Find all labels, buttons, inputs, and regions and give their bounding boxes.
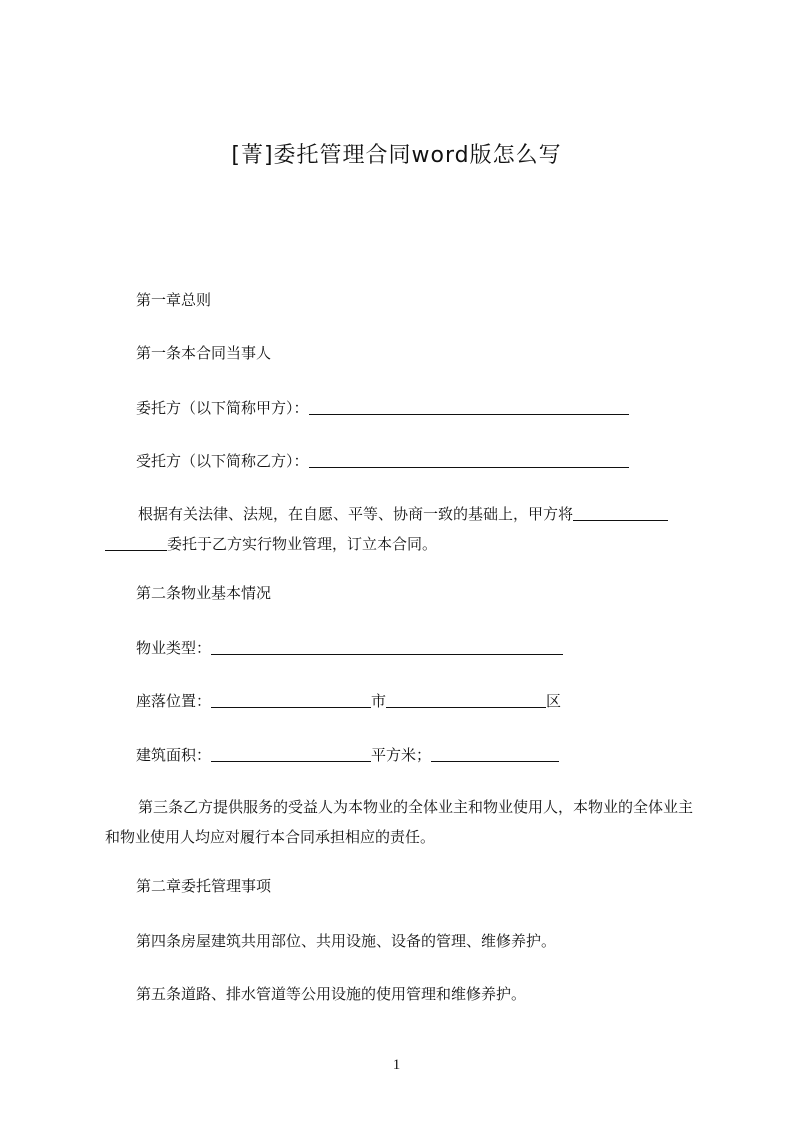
page-number: 1: [392, 1057, 401, 1073]
location-city-blank: [211, 692, 371, 708]
entrust-blank-1: [573, 505, 668, 521]
entrust-paragraph-start: 根据有关法律、法规，在自愿、平等、协商一致的基础上，甲方将: [138, 505, 574, 523]
building-area-blank: [211, 746, 371, 762]
party-a-label: 委托方（以下简称甲方）：: [136, 399, 309, 417]
location-city: 市: [371, 692, 387, 710]
location-line: [136, 691, 561, 711]
location-district: 区: [546, 692, 562, 710]
building-area-label: 建筑面积：: [136, 746, 212, 764]
chapter-2-heading: 第二章委托管理事项: [136, 877, 272, 895]
party-a-line: [136, 398, 629, 418]
building-area-unit: 平方米；: [371, 746, 432, 764]
building-area-line: [136, 745, 559, 765]
property-type-label: 物业类型：: [136, 639, 212, 657]
party-b-blank: [309, 452, 629, 468]
party-b-label: 受托方（以下简称乙方）：: [136, 452, 309, 470]
location-label: 座落位置：: [136, 692, 212, 710]
property-type-blank: [211, 639, 563, 655]
article-5-text: 第五条道路、排水管道等公用设施的使用管理和维修养护。: [136, 985, 527, 1003]
property-type-line: [136, 638, 563, 658]
article-2-heading: 第二条物业基本情况: [136, 584, 272, 602]
entrust-paragraph-end: 委托于乙方实行物业管理，订立本合同。: [167, 535, 438, 553]
article-3-paragraph: 第三条乙方提供服务的受益人为本物业的全体业主和物业使用人，本物业的全体业主和物业使用人均应对履行本合同承担相应的责任。: [105, 798, 694, 846]
building-area-extra-blank: [431, 746, 559, 762]
article-4-text: 第四条房屋建筑共用部位、共用设施、设备的管理、维修养护。: [136, 932, 557, 950]
party-b-line: [136, 451, 629, 471]
entrust-blank-2: [105, 535, 167, 551]
location-district-blank: [386, 692, 546, 708]
entrust-paragraph: [105, 499, 703, 559]
chapter-1-heading: 第一章总则: [136, 291, 212, 309]
party-a-blank: [309, 399, 629, 415]
article-1-heading: 第一条本合同当事人: [136, 344, 272, 362]
document-title: [菁]委托管理合同word版怎么写: [231, 143, 562, 168]
